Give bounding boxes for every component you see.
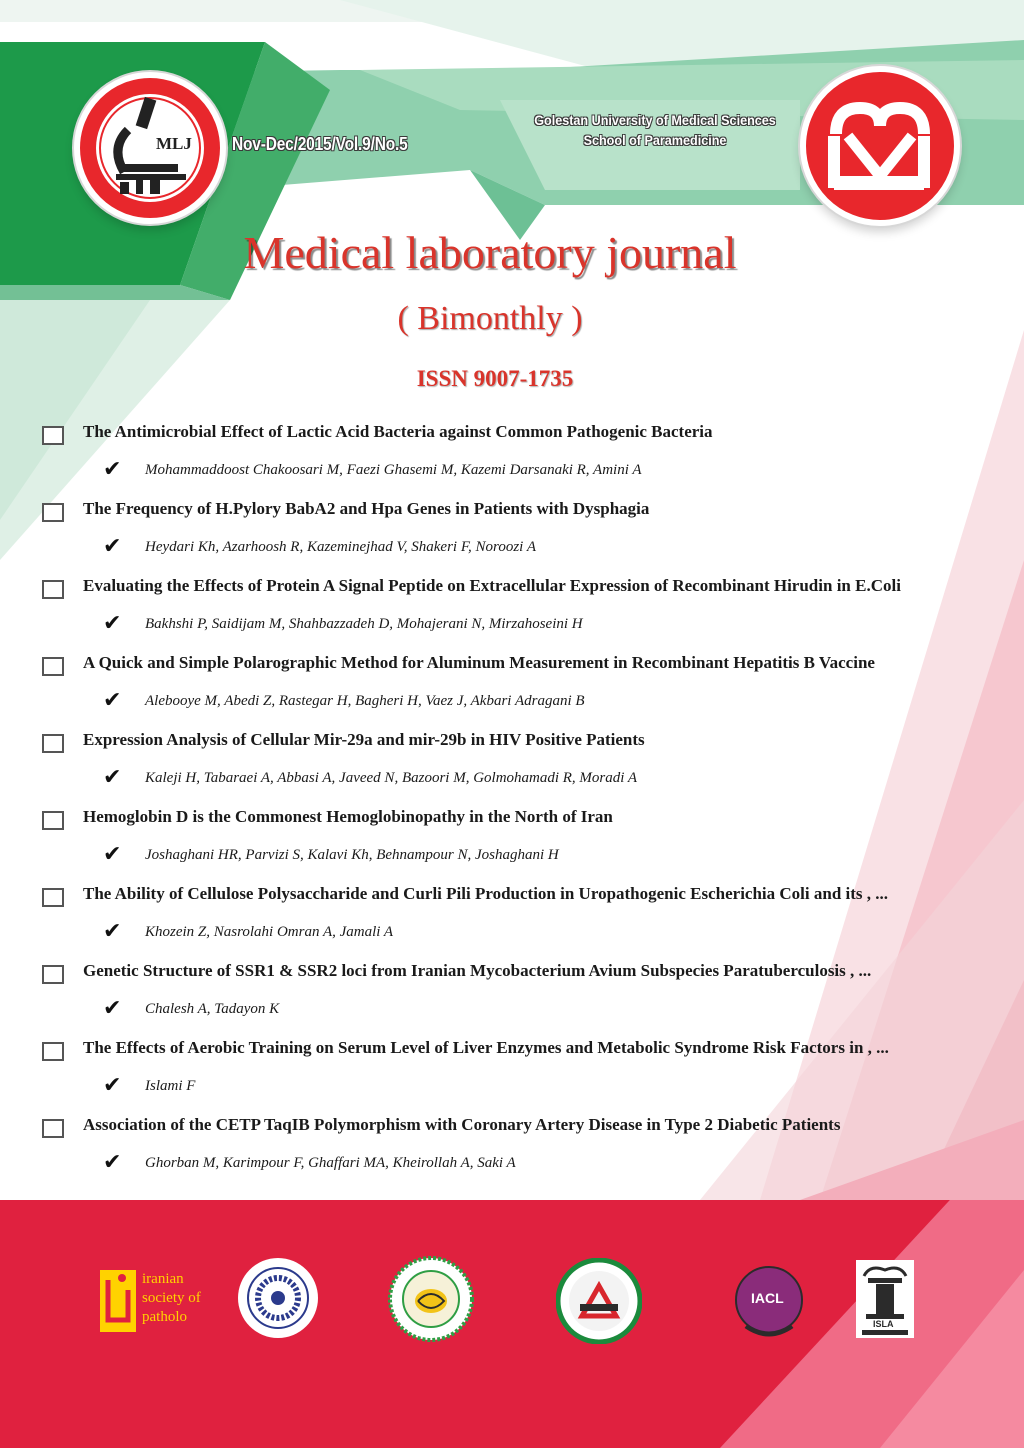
article-entry[interactable]: [0, 495, 1024, 572]
partner-logo-isacl: [556, 1258, 642, 1349]
article-authors: Kaleji H, Tabaraei A, Abbasi A, Javeed N, Bazoori M, Golmohamadi R, Moradi A: [145, 770, 638, 786]
society-line-3: patholo: [142, 1309, 187, 1325]
article-title[interactable]: Hemoglobin D is the Commonest Hemoglobinopathy in the North of Iran: [83, 807, 613, 826]
article-entry[interactable]: [0, 803, 1024, 880]
checkmark-icon: ✔: [103, 611, 122, 636]
association-emblem-icon: [388, 1256, 474, 1342]
university-line-2: School of Paramedicine: [583, 132, 727, 148]
university-line-1: Golestan University of Medical Sciences: [534, 112, 776, 128]
article-authors: Khozein Z, Nasrolahi Omran A, Jamali A: [145, 924, 394, 940]
table-of-contents: [0, 418, 1024, 1188]
article-authors: Islami F: [145, 1078, 196, 1094]
partner-pathology-society: [98, 1266, 228, 1336]
checkmark-icon: ✔: [103, 996, 122, 1021]
checkbox-icon: [42, 1042, 64, 1061]
article-entry[interactable]: [0, 418, 1024, 495]
checkbox-icon: [42, 503, 64, 522]
article-entry[interactable]: [0, 1111, 1024, 1188]
pathology-society-icon: [98, 1266, 138, 1336]
article-authors: Ghorban M, Karimpour F, Ghaffari MA, Kheirollah A, Saki A: [145, 1155, 516, 1171]
article-entry[interactable]: [0, 1034, 1024, 1111]
checkbox-icon: [42, 1119, 64, 1138]
article-authors: Bakhshi P, Saidijam M, Shahbazzadeh D, Mohajerani N, Mirzahoseini H: [145, 616, 583, 632]
article-entry[interactable]: [0, 957, 1024, 1034]
article-title[interactable]: The Antimicrobial Effect of Lactic Acid Bacteria against Common Pathogenic Bacteria: [83, 422, 713, 441]
checkmark-icon: ✔: [103, 457, 122, 482]
society-emblem-icon: [236, 1256, 320, 1340]
article-title[interactable]: A Quick and Simple Polarographic Method for Aluminum Measurement in Recombinant Hepatitis B Vaccine: [83, 653, 875, 672]
article-entry[interactable]: [0, 880, 1024, 957]
article-entry[interactable]: [0, 726, 1024, 803]
article-authors: Heydari Kh, Azarhoosh R, Kazeminejhad V, Shakeri F, Noroozi A: [145, 539, 536, 555]
university-name: [525, 110, 786, 150]
checkbox-icon: [42, 811, 64, 830]
article-title[interactable]: Genetic Structure of SSR1 & SSR2 loci from Iranian Mycobacterium Avium Subspecies Paratuberculosis , ...: [83, 961, 872, 980]
partner-logo-iacl: [734, 1262, 804, 1347]
checkbox-icon: [42, 888, 64, 907]
article-title[interactable]: Evaluating the Effects of Protein A Signal Peptide on Extracellular Expression of Recombinant Hirudin in E.Coli: [83, 576, 901, 595]
checkmark-icon: ✔: [103, 534, 122, 559]
issue-info: Nov-Dec/2015/Vol.9/No.5: [232, 134, 408, 154]
checkbox-icon: [42, 426, 64, 445]
checkmark-icon: ✔: [103, 842, 122, 867]
article-entry[interactable]: [0, 572, 1024, 649]
article-title[interactable]: Association of the CETP TaqIB Polymorphism with Coronary Artery Disease in Type 2 Diabetic Patients: [83, 1115, 841, 1134]
university-emblem-icon: [806, 72, 954, 220]
society-line-2: society of: [142, 1290, 201, 1306]
iacl-label: IACL: [751, 1290, 784, 1306]
checkmark-icon: ✔: [103, 919, 122, 944]
checkbox-icon: [42, 657, 64, 676]
article-title[interactable]: The Effects of Aerobic Training on Serum Level of Liver Enzymes and Metabolic Syndrome Risk Factors in , ...: [83, 1038, 889, 1057]
mlj-logo: [74, 72, 226, 224]
checkmark-icon: ✔: [103, 1150, 122, 1175]
isacl-emblem-icon: [556, 1258, 642, 1344]
university-logo: [800, 66, 960, 226]
partner-logo-2: [236, 1256, 320, 1345]
article-authors: Chalesh A, Tadayon K: [145, 1001, 280, 1017]
checkbox-icon: [42, 734, 64, 753]
article-title[interactable]: The Ability of Cellulose Polysaccharide and Curli Pili Production in Uropathogenic Escherichia Coli and its , ...: [83, 884, 889, 903]
issn: ISSN 9007-1735: [416, 366, 574, 391]
checkmark-icon: ✔: [103, 1073, 122, 1098]
mlj-logo-text: MLJ: [156, 134, 192, 153]
partner-logo-isla: [856, 1260, 914, 1338]
society-line-1: iranian: [142, 1271, 184, 1287]
article-title[interactable]: Expression Analysis of Cellular Mir-29a and mir-29b in HIV Positive Patients: [83, 730, 645, 749]
article-authors: Alebooye M, Abedi Z, Rastegar H, Bagheri H, Vaez J, Akbari Adragani B: [145, 693, 585, 709]
partner-logo-3: [388, 1256, 474, 1347]
microscope-icon: [80, 78, 220, 218]
checkmark-icon: ✔: [103, 765, 122, 790]
journal-frequency: ( Bimonthly ): [397, 300, 583, 337]
article-authors: Mohammaddoost Chakoosari M, Faezi Ghasemi M, Kazemi Darsanaki R, Amini A: [145, 462, 642, 478]
article-title[interactable]: The Frequency of H.Pylory BabA2 and Hpa Genes in Patients with Dysphagia: [83, 499, 650, 518]
checkbox-icon: [42, 580, 64, 599]
checkmark-icon: ✔: [103, 688, 122, 713]
checkbox-icon: [42, 965, 64, 984]
article-authors: Joshaghani HR, Parvizi S, Kalavi Kh, Behnampour N, Joshaghani H: [145, 847, 559, 863]
article-entry[interactable]: [0, 649, 1024, 726]
isla-label: ISLA: [873, 1319, 894, 1329]
journal-title: Medical laboratory journal: [243, 227, 737, 278]
